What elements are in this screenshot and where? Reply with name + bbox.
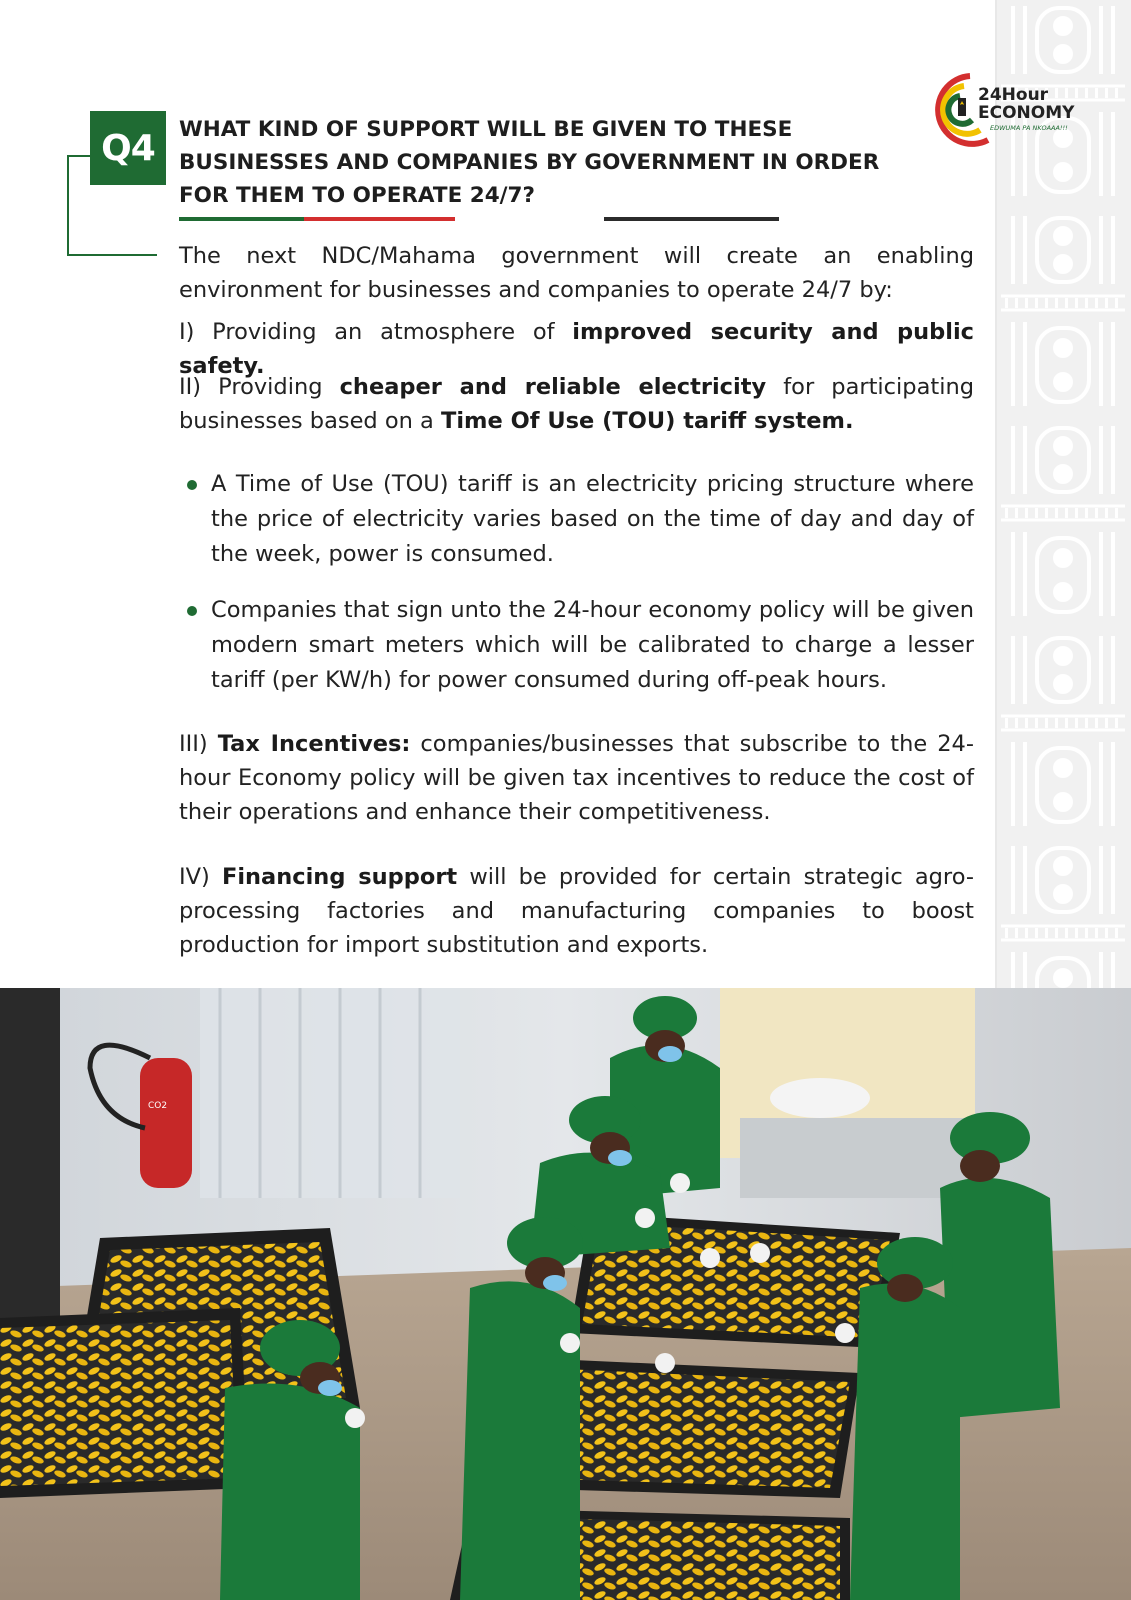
point-2-middle: for participating businesses based on a: [179, 374, 974, 434]
point-2-bold-2: Time Of Use (TOU) tariff system.: [440, 408, 854, 434]
logo-line1: 24Hour: [978, 85, 1049, 105]
question-badge: Q4: [90, 111, 166, 185]
heading-dark-rule: [604, 217, 779, 221]
tou-bullet-list: [179, 467, 974, 698]
bracket-line-bottom: [67, 254, 157, 256]
bullet-dot-icon: [187, 480, 197, 490]
bullet-text: Companies that sign unto the 24-hour economy policy will be given modern smart meters which will be calibrated to charge a lesser tariff (per KW/h) for power consumed during off-peak hours.: [211, 597, 974, 693]
point-4-rest: will be provided for certain strategic agro-processing factories and manufacturing companies to boost production for import substitution and exports.: [179, 864, 974, 958]
24-hour-economy-logo: [930, 70, 1100, 150]
question-heading: WHAT KIND OF SUPPORT WILL BE GIVEN TO THESE BUSINESSES AND COMPANIES BY GOVERNMENT IN ORDER FOR THEM TO OPERATE 24/7?: [179, 117, 880, 208]
point-4: [179, 860, 974, 962]
bracket-line-vertical: [67, 155, 69, 256]
point-3-prefix: III): [179, 731, 218, 757]
point-3-bold: Tax Incentives:: [217, 731, 411, 757]
point-1-bold: improved security and public safety.: [179, 319, 975, 379]
point-2-prefix: II) Providing: [179, 374, 340, 400]
point-1-prefix: I) Providing an atmosphere of: [179, 319, 573, 345]
logo-line2: ECONOMY: [978, 103, 1075, 123]
fire-extinguisher-icon: [140, 1058, 192, 1188]
bullet-dot-icon: [187, 606, 197, 616]
point-4-prefix: IV): [179, 864, 222, 890]
factory-workers-photo: [0, 988, 1131, 1600]
rule-red-segment: [304, 217, 455, 221]
extinguisher-label: CO2: [148, 1101, 168, 1111]
bullet-item: [179, 593, 974, 698]
logo-tagline: EDWUMA PA NKOAAA!!!: [990, 124, 1068, 132]
intro-paragraph: The next NDC/Mahama government will create an enabling environment for businesses and companies to operate 24/7 by:: [179, 243, 974, 303]
heading-tricolor-rule: [179, 217, 455, 221]
bracket-line-top: [67, 155, 90, 157]
point-4-bold: Financing support: [221, 864, 458, 890]
point-2-bold-1: cheaper and reliable electricity: [339, 374, 767, 400]
rule-green-segment: [179, 217, 304, 221]
bullet-item: [179, 467, 974, 572]
bullet-text: A Time of Use (TOU) tariff is an electricity pricing structure where the price of electricity varies based on the time of day and day of the week, power is consumed.: [211, 471, 974, 567]
point-3: [179, 727, 974, 829]
point-3-rest: companies/businesses that subscribe to the 24-hour Economy policy will be given tax incentives to reduce the cost of their operations and enhance their competitiveness.: [179, 731, 974, 825]
point-2: [179, 370, 974, 438]
